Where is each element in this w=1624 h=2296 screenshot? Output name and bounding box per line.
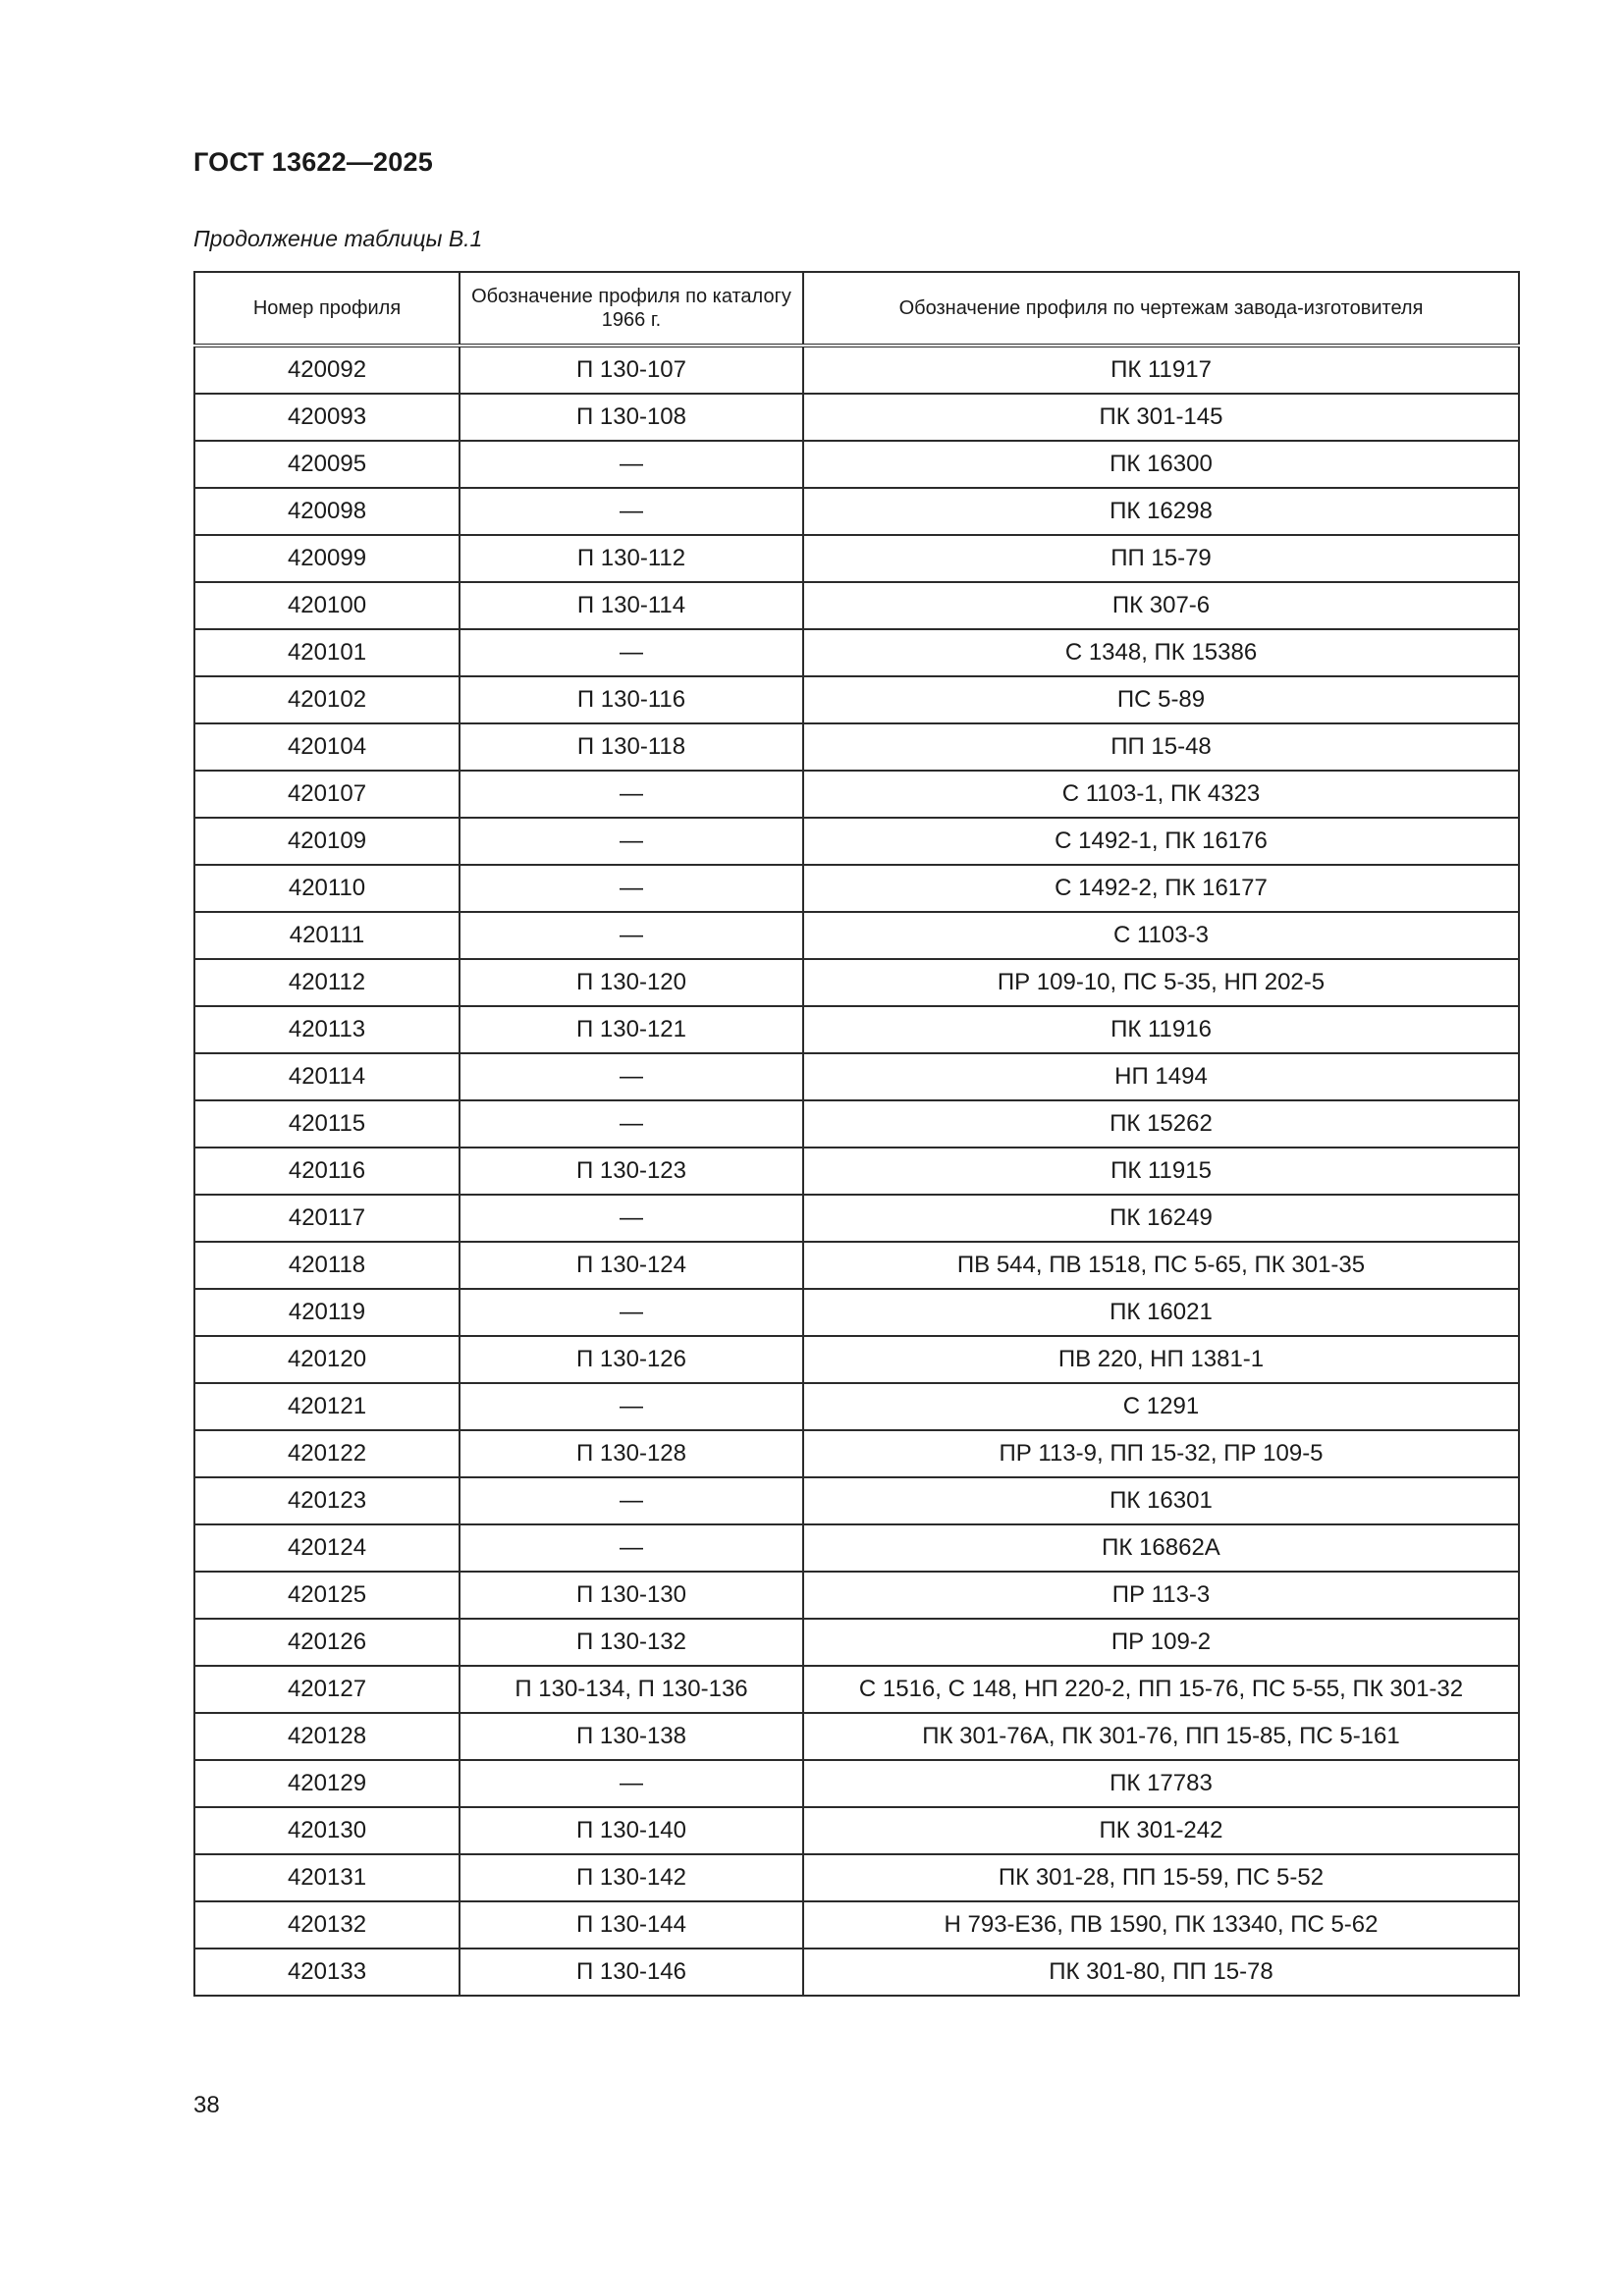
cell-profile-number: 420128 xyxy=(194,1713,460,1760)
table-row xyxy=(194,1148,1519,1195)
cell-profile-number: 420104 xyxy=(194,723,460,771)
table-row xyxy=(194,1524,1519,1572)
cell-profile-number: 420132 xyxy=(194,1901,460,1949)
cell-profile-number: 420124 xyxy=(194,1524,460,1572)
column-header-catalog-1966: Обозначение профиля по каталогу 1966 г. xyxy=(460,272,803,346)
cell-factory-drawings: ПК 15262 xyxy=(803,1100,1519,1148)
cell-profile-number: 420110 xyxy=(194,865,460,912)
cell-catalog-1966: П 130-112 xyxy=(460,535,803,582)
cell-factory-drawings: ПК 301-145 xyxy=(803,394,1519,441)
cell-factory-drawings: ПР 113-3 xyxy=(803,1572,1519,1619)
table-row xyxy=(194,912,1519,959)
cell-profile-number: 420115 xyxy=(194,1100,460,1148)
cell-factory-drawings: ПК 11917 xyxy=(803,346,1519,394)
cell-factory-drawings: ПК 16021 xyxy=(803,1289,1519,1336)
table-row xyxy=(194,1901,1519,1949)
table-row xyxy=(194,1666,1519,1713)
table-row xyxy=(194,346,1519,394)
table-row xyxy=(194,1336,1519,1383)
cell-profile-number: 420100 xyxy=(194,582,460,629)
column-header-factory-drawings: Обозначение профиля по чертежам завода-изготовителя xyxy=(803,272,1519,346)
cell-catalog-1966: П 130-121 xyxy=(460,1006,803,1053)
cell-profile-number: 420109 xyxy=(194,818,460,865)
profile-table xyxy=(193,271,1520,1997)
table-caption: Продолжение таблицы В.1 xyxy=(193,226,483,251)
cell-factory-drawings: НП 1494 xyxy=(803,1053,1519,1100)
cell-catalog-1966: — xyxy=(460,1289,803,1336)
cell-factory-drawings: ПР 109-10, ПС 5-35, НП 202-5 xyxy=(803,959,1519,1006)
cell-profile-number: 420114 xyxy=(194,1053,460,1100)
table-row xyxy=(194,1289,1519,1336)
table-row xyxy=(194,1383,1519,1430)
cell-profile-number: 420130 xyxy=(194,1807,460,1854)
cell-factory-drawings: ПК 301-28, ПП 15-59, ПС 5-52 xyxy=(803,1854,1519,1901)
cell-catalog-1966: — xyxy=(460,441,803,488)
cell-catalog-1966: П 130-130 xyxy=(460,1572,803,1619)
table-row xyxy=(194,1619,1519,1666)
cell-catalog-1966: П 130-146 xyxy=(460,1949,803,1996)
table-row xyxy=(194,629,1519,676)
cell-profile-number: 420117 xyxy=(194,1195,460,1242)
cell-profile-number: 420120 xyxy=(194,1336,460,1383)
cell-profile-number: 420119 xyxy=(194,1289,460,1336)
table-body xyxy=(194,346,1519,1996)
table-row xyxy=(194,818,1519,865)
cell-profile-number: 420126 xyxy=(194,1619,460,1666)
cell-factory-drawings: ПК 16300 xyxy=(803,441,1519,488)
cell-profile-number: 420133 xyxy=(194,1949,460,1996)
cell-catalog-1966: П 130-108 xyxy=(460,394,803,441)
page-number: 38 xyxy=(193,2092,220,2118)
cell-catalog-1966: — xyxy=(460,488,803,535)
cell-profile-number: 420101 xyxy=(194,629,460,676)
cell-profile-number: 420111 xyxy=(194,912,460,959)
cell-catalog-1966: — xyxy=(460,818,803,865)
cell-factory-drawings: ПК 16249 xyxy=(803,1195,1519,1242)
table-row xyxy=(194,582,1519,629)
cell-catalog-1966: — xyxy=(460,1195,803,1242)
cell-profile-number: 420102 xyxy=(194,676,460,723)
cell-profile-number: 420093 xyxy=(194,394,460,441)
table-row xyxy=(194,1760,1519,1807)
table-row xyxy=(194,959,1519,1006)
cell-profile-number: 420099 xyxy=(194,535,460,582)
cell-profile-number: 420112 xyxy=(194,959,460,1006)
cell-catalog-1966: П 130-123 xyxy=(460,1148,803,1195)
cell-catalog-1966: П 130-114 xyxy=(460,582,803,629)
cell-factory-drawings: ПК 11915 xyxy=(803,1148,1519,1195)
cell-catalog-1966: П 130-132 xyxy=(460,1619,803,1666)
cell-factory-drawings: ПК 307-6 xyxy=(803,582,1519,629)
table-row xyxy=(194,771,1519,818)
table-row xyxy=(194,535,1519,582)
cell-factory-drawings: С 1516, С 148, НП 220-2, ПП 15-76, ПС 5-55, ПК 301-32 xyxy=(803,1666,1519,1713)
cell-catalog-1966: П 130-140 xyxy=(460,1807,803,1854)
cell-factory-drawings: ПК 301-80, ПП 15-78 xyxy=(803,1949,1519,1996)
cell-catalog-1966: П 130-118 xyxy=(460,723,803,771)
cell-factory-drawings: ПК 11916 xyxy=(803,1006,1519,1053)
cell-factory-drawings: ПК 301-76А, ПК 301-76, ПП 15-85, ПС 5-161 xyxy=(803,1713,1519,1760)
cell-catalog-1966: — xyxy=(460,771,803,818)
cell-profile-number: 420129 xyxy=(194,1760,460,1807)
cell-factory-drawings: ПК 16298 xyxy=(803,488,1519,535)
cell-catalog-1966: — xyxy=(460,1760,803,1807)
cell-profile-number: 420131 xyxy=(194,1854,460,1901)
cell-factory-drawings: С 1348, ПК 15386 xyxy=(803,629,1519,676)
table-row xyxy=(194,441,1519,488)
cell-profile-number: 420122 xyxy=(194,1430,460,1477)
cell-factory-drawings: С 1492-1, ПК 16176 xyxy=(803,818,1519,865)
table-row xyxy=(194,676,1519,723)
table-row xyxy=(194,1100,1519,1148)
table-row xyxy=(194,1713,1519,1760)
cell-profile-number: 420123 xyxy=(194,1477,460,1524)
cell-catalog-1966: П 130-134, П 130-136 xyxy=(460,1666,803,1713)
cell-factory-drawings: ПС 5-89 xyxy=(803,676,1519,723)
cell-profile-number: 420116 xyxy=(194,1148,460,1195)
cell-factory-drawings: Н 793-Е36, ПВ 1590, ПК 13340, ПС 5-62 xyxy=(803,1901,1519,1949)
cell-catalog-1966: — xyxy=(460,1053,803,1100)
table-row xyxy=(194,1006,1519,1053)
cell-profile-number: 420113 xyxy=(194,1006,460,1053)
cell-factory-drawings: С 1492-2, ПК 16177 xyxy=(803,865,1519,912)
cell-catalog-1966: П 130-126 xyxy=(460,1336,803,1383)
table-row xyxy=(194,1572,1519,1619)
table-row xyxy=(194,865,1519,912)
cell-catalog-1966: П 130-116 xyxy=(460,676,803,723)
cell-catalog-1966: — xyxy=(460,865,803,912)
cell-catalog-1966: П 130-124 xyxy=(460,1242,803,1289)
table-row xyxy=(194,488,1519,535)
cell-catalog-1966: П 130-107 xyxy=(460,346,803,394)
cell-catalog-1966: П 130-144 xyxy=(460,1901,803,1949)
table-row xyxy=(194,1854,1519,1901)
table-row xyxy=(194,394,1519,441)
cell-profile-number: 420107 xyxy=(194,771,460,818)
cell-catalog-1966: — xyxy=(460,1383,803,1430)
cell-profile-number: 420127 xyxy=(194,1666,460,1713)
table-row xyxy=(194,1242,1519,1289)
cell-factory-drawings: ПК 16862А xyxy=(803,1524,1519,1572)
cell-factory-drawings: ПК 17783 xyxy=(803,1760,1519,1807)
cell-factory-drawings: С 1291 xyxy=(803,1383,1519,1430)
cell-factory-drawings: ПК 16301 xyxy=(803,1477,1519,1524)
cell-catalog-1966: — xyxy=(460,912,803,959)
cell-catalog-1966: — xyxy=(460,1524,803,1572)
cell-profile-number: 420125 xyxy=(194,1572,460,1619)
table-row xyxy=(194,1807,1519,1854)
table-header-row xyxy=(194,272,1519,346)
cell-catalog-1966: П 130-138 xyxy=(460,1713,803,1760)
table-row xyxy=(194,723,1519,771)
cell-factory-drawings: ПР 109-2 xyxy=(803,1619,1519,1666)
table-row xyxy=(194,1053,1519,1100)
cell-profile-number: 420092 xyxy=(194,346,460,394)
cell-profile-number: 420095 xyxy=(194,441,460,488)
table-row xyxy=(194,1430,1519,1477)
cell-factory-drawings: ПП 15-79 xyxy=(803,535,1519,582)
cell-catalog-1966: — xyxy=(460,1477,803,1524)
cell-factory-drawings: ПП 15-48 xyxy=(803,723,1519,771)
cell-factory-drawings: ПВ 220, НП 1381-1 xyxy=(803,1336,1519,1383)
cell-catalog-1966: — xyxy=(460,629,803,676)
cell-profile-number: 420098 xyxy=(194,488,460,535)
cell-profile-number: 420118 xyxy=(194,1242,460,1289)
document-header: ГОСТ 13622—2025 xyxy=(193,147,433,177)
cell-factory-drawings: С 1103-1, ПК 4323 xyxy=(803,771,1519,818)
table-row xyxy=(194,1195,1519,1242)
cell-catalog-1966: П 130-142 xyxy=(460,1854,803,1901)
cell-factory-drawings: ПР 113-9, ПП 15-32, ПР 109-5 xyxy=(803,1430,1519,1477)
cell-factory-drawings: ПК 301-242 xyxy=(803,1807,1519,1854)
cell-catalog-1966: — xyxy=(460,1100,803,1148)
cell-factory-drawings: С 1103-3 xyxy=(803,912,1519,959)
table-row xyxy=(194,1949,1519,1996)
cell-catalog-1966: П 130-120 xyxy=(460,959,803,1006)
cell-factory-drawings: ПВ 544, ПВ 1518, ПС 5-65, ПК 301-35 xyxy=(803,1242,1519,1289)
cell-catalog-1966: П 130-128 xyxy=(460,1430,803,1477)
cell-profile-number: 420121 xyxy=(194,1383,460,1430)
column-header-profile-number: Номер профиля xyxy=(194,272,460,346)
table-row xyxy=(194,1477,1519,1524)
